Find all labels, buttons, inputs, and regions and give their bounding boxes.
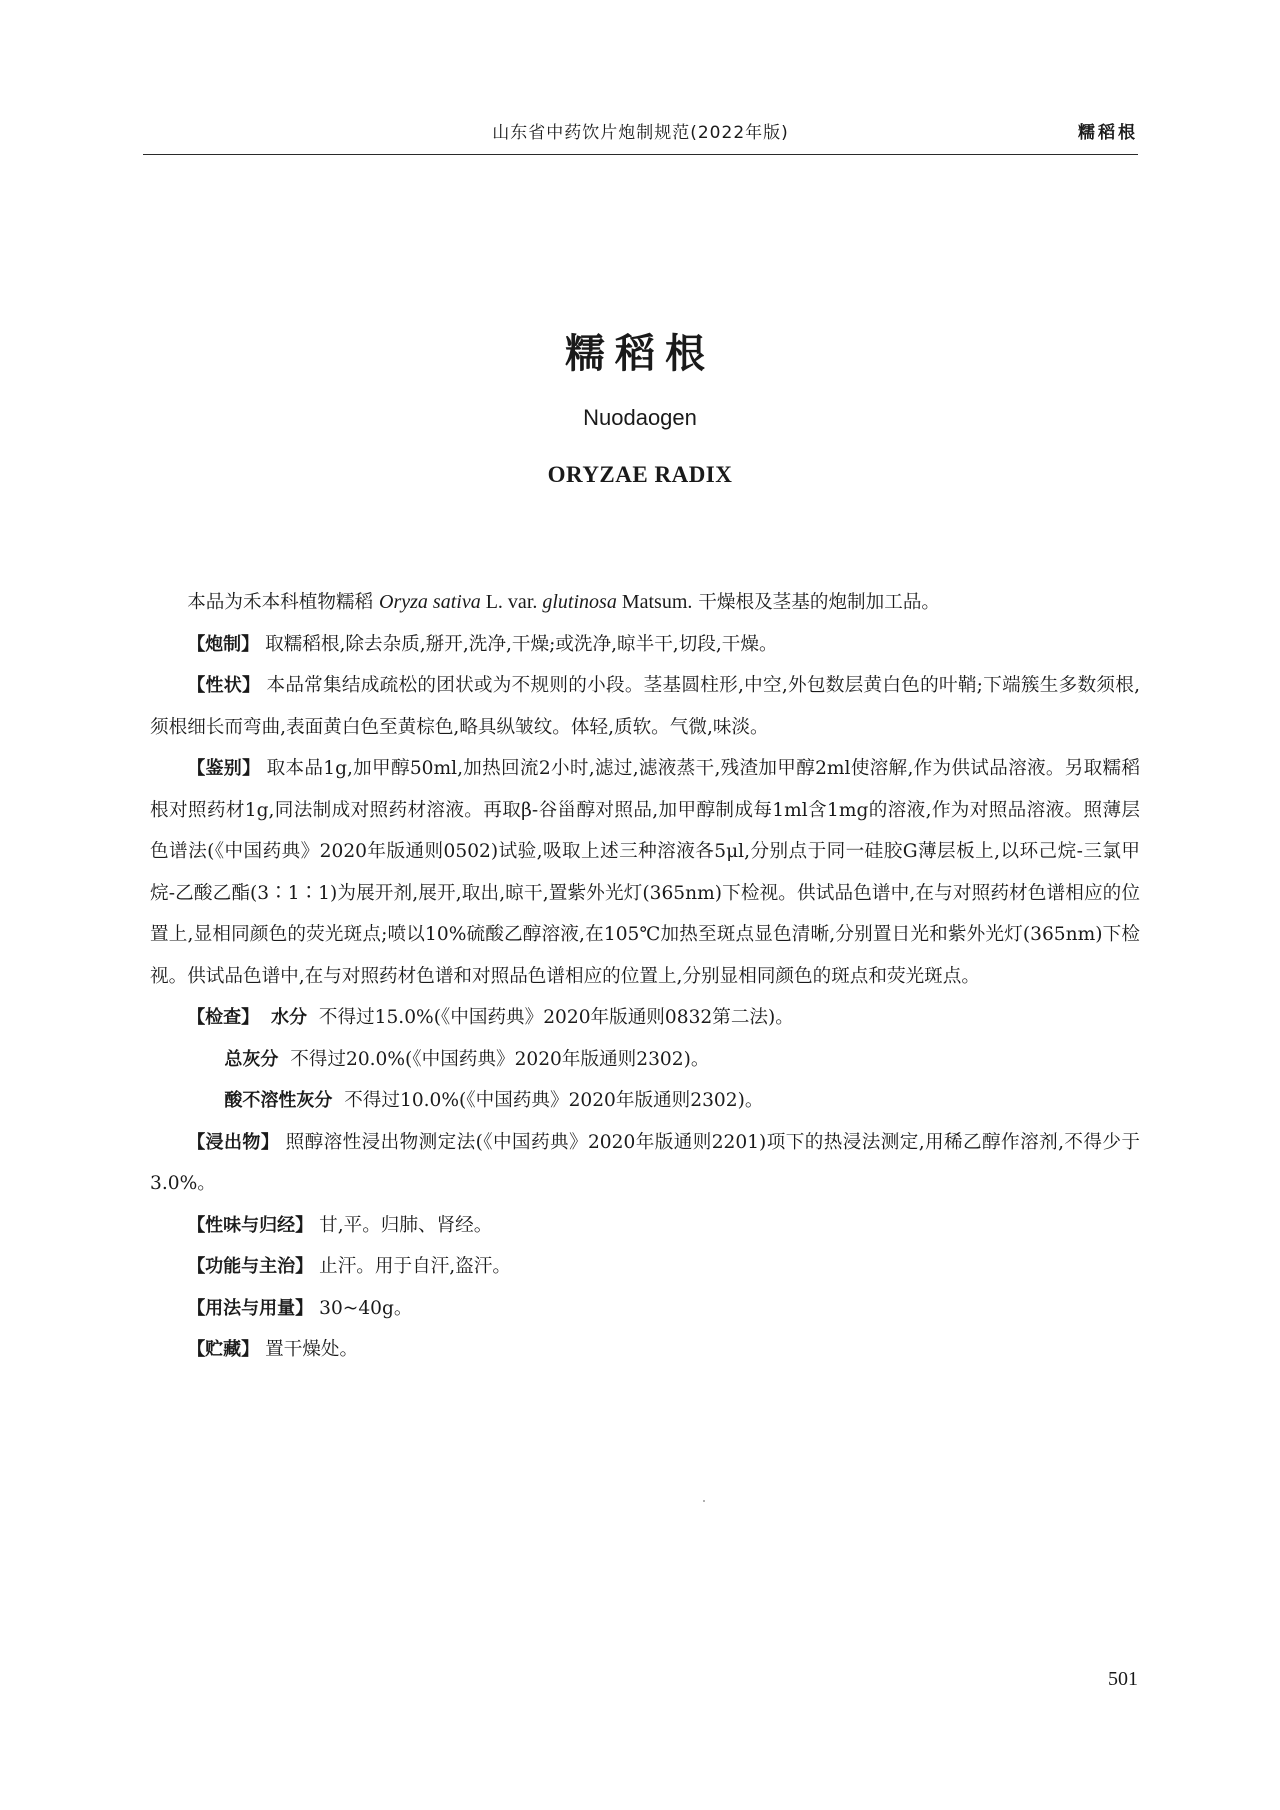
section-text: 不得过10.0%(《中国药典》2020年版通则2302)。 <box>344 1090 764 1111</box>
section-text: 照醇溶性浸出物测定法(《中国药典》2020年版通则2201)项下的热浸法测定,用稀乙醇作溶剂,不得少于3.0%。 <box>150 1131 1140 1194</box>
section-jiancha <box>150 997 1140 1039</box>
pinyin-name: Nuodaogen <box>583 405 697 430</box>
section-label: 【鉴别】 <box>187 758 261 779</box>
section-jiancha-zonghuifen <box>150 1039 1140 1081</box>
intro-paragraph <box>150 582 1140 624</box>
section-xingzhuang <box>150 665 1140 748</box>
section-text: 本品常集结成疏松的团状或为不规则的小段。茎基圆柱形,中空,外包数层黄白色的叶鞘;下端簇生多数须根,须根细长而弯曲,表面黄白色至黄棕色,略具纵皱纹。体轻,质软。气微,味淡。 <box>150 675 1141 738</box>
sub-label-zonghuifen: 总灰分 <box>224 1048 279 1070</box>
section-text: 不得过15.0%(《中国药典》2020年版通则0832第二法)。 <box>318 1007 794 1028</box>
section-yongfa <box>150 1288 1140 1330</box>
intro-text: Matsum. <box>616 591 693 613</box>
section-text: 取糯稻根,除去杂质,掰开,洗净,干燥;或洗净,晾半干,切段,干燥。 <box>265 633 778 655</box>
section-text: 甘,平。归肺、肾经。 <box>319 1214 493 1236</box>
latin-name: ORYZAE RADIX <box>547 462 733 487</box>
running-header <box>143 112 1138 155</box>
section-text: 止汗。用于自汗,盗汗。 <box>319 1256 511 1277</box>
monograph-title: 糯稻根 <box>565 331 715 377</box>
section-label: 【检查】 <box>187 1007 260 1028</box>
variety-latin: glutinosa <box>542 591 617 613</box>
header-entry-name: 糯稻根 <box>1078 123 1138 143</box>
section-text: 置干燥处。 <box>265 1339 359 1360</box>
section-zhucang <box>150 1329 1140 1371</box>
intro-text: 干燥根及茎基的炮制加工品。 <box>692 592 941 613</box>
intro-text: 本品为禾本科植物糯稻 <box>187 592 380 613</box>
section-jinchuwu <box>150 1122 1140 1205</box>
section-xingwei <box>150 1205 1140 1247</box>
section-label: 【性味与归经】 <box>187 1214 314 1236</box>
section-label: 【用法与用量】 <box>187 1297 314 1319</box>
section-jiancha-suan <box>150 1080 1140 1122</box>
page-number: 501 <box>1108 1668 1138 1690</box>
section-gongneng <box>150 1246 1140 1288</box>
section-label: 【贮藏】 <box>187 1339 260 1360</box>
sub-label-shuifen: 水分 <box>271 1007 308 1028</box>
section-text: 30~40g。 <box>319 1297 413 1319</box>
section-text: 不得过20.0%(《中国药典》2020年版通则2302)。 <box>290 1048 710 1070</box>
sub-label-suan: 酸不溶性灰分 <box>224 1090 333 1111</box>
section-label: 【浸出物】 <box>187 1131 280 1153</box>
section-text: 取本品1g,加甲醇50ml,加热回流2小时,滤过,滤液蒸干,残渣加甲醇2ml使溶解,作为供试品溶液。另取糯稻根对照药材1g,同法制成对照药材溶液。再取β-谷甾醇对照品,加甲醇制成每1ml含1mg的溶液,作为对照品溶液。照薄层色谱法(《中国药典》2020年版通则0502)试验,吸取上述三种溶液各5μl,分别点于同一硅胶G薄层板上,以环己烷-三氯甲烷-乙酸乙酯(3∶1∶1)为展开剂,展开,取出,晾干,置紫外光灯(365nm)下检视。供试品色谱中,在与对照药材色谱相应的位置上,显相同颜色的荧光斑点;喷以10%硫酸乙醇溶液,在105℃加热至斑点显色清晰,分别置日光和紫外光灯(365nm)下检视。供试品色谱中,在与对照药材色谱和对照品色谱相应的位置上,分别显相同颜色的斑点和荧光斑点。 <box>150 758 1140 987</box>
section-label: 【炮制】 <box>187 633 260 655</box>
section-jianbie <box>150 748 1140 997</box>
scan-speck <box>703 1500 705 1502</box>
monograph-body <box>150 582 1140 1371</box>
header-title: 山东省中药饮片炮制规范(2022年版) <box>492 123 789 143</box>
section-label: 【功能与主治】 <box>187 1256 314 1277</box>
intro-text: L. var. <box>480 591 543 613</box>
section-paozhi <box>150 624 1140 666</box>
section-label: 【性状】 <box>187 675 261 696</box>
species-latin: Oryza sativa <box>379 591 481 613</box>
